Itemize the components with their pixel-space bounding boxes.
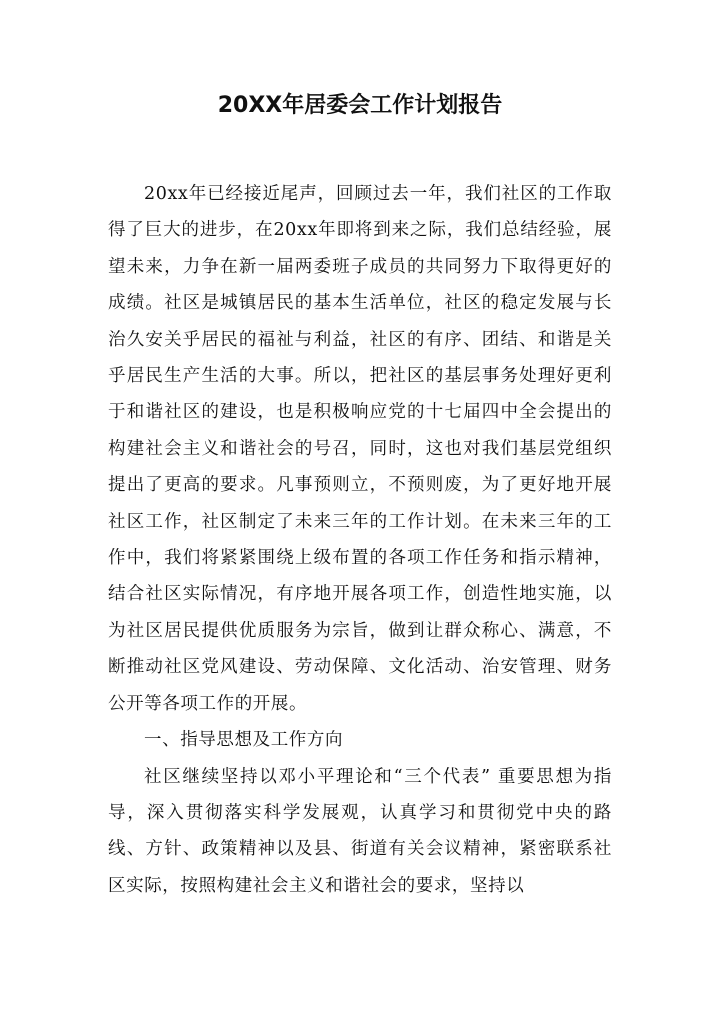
document-title: 20XX年居委会工作计划报告 [217, 93, 503, 118]
section-heading: 一、指导思想及工作方向 [144, 730, 344, 751]
document-body [108, 176, 612, 904]
section-paragraph: 社区继续坚持以邓小平理论和“三个代表” 重要思想为指导，深入贯彻落实科学发展观，认真学习和贯彻党中央的路线、方针、政策精神以及县、街道有关会议精神，紧密联系社区实际，按照构建社会主义和谐社会的要求，坚持以 [108, 766, 612, 896]
intro-paragraph: 20xx年已经接近尾声，回顾过去一年，我们社区的工作取得了巨大的进步，在20xx年即将到来之际，我们总结经验，展望未来，力争在新一届两委班子成员的共同努力下取得更好的成绩。社区是城镇居民的基本生活单位，社区的稳定发展与长治久安关乎居民的福祉与利益，社区的有序、团结、和谐是关乎居民生产生活的大事。所以，把社区的基层事务处理好更利于和谐社区的建设，也是积极响应党的十七届四中全会提出的构建社会主义和谐社会的号召，同时，这也对我们基层党组织提出了更高的要求。凡事预则立，不预则废，为了更好地开展社区工作，社区制定了未来三年的工作计划。在未来三年的工作中，我们将紧紧围绕上级布置的各项工作任务和指示精神，结合社区实际情况，有序地开展各项工作，创造性地实施，以为社区居民提供优质服务为宗旨，做到让群众称心、满意，不断推动社区党风建设、劳动保障、文化活动、治安管理、财务公开等各项工作的开展。 [108, 184, 612, 714]
